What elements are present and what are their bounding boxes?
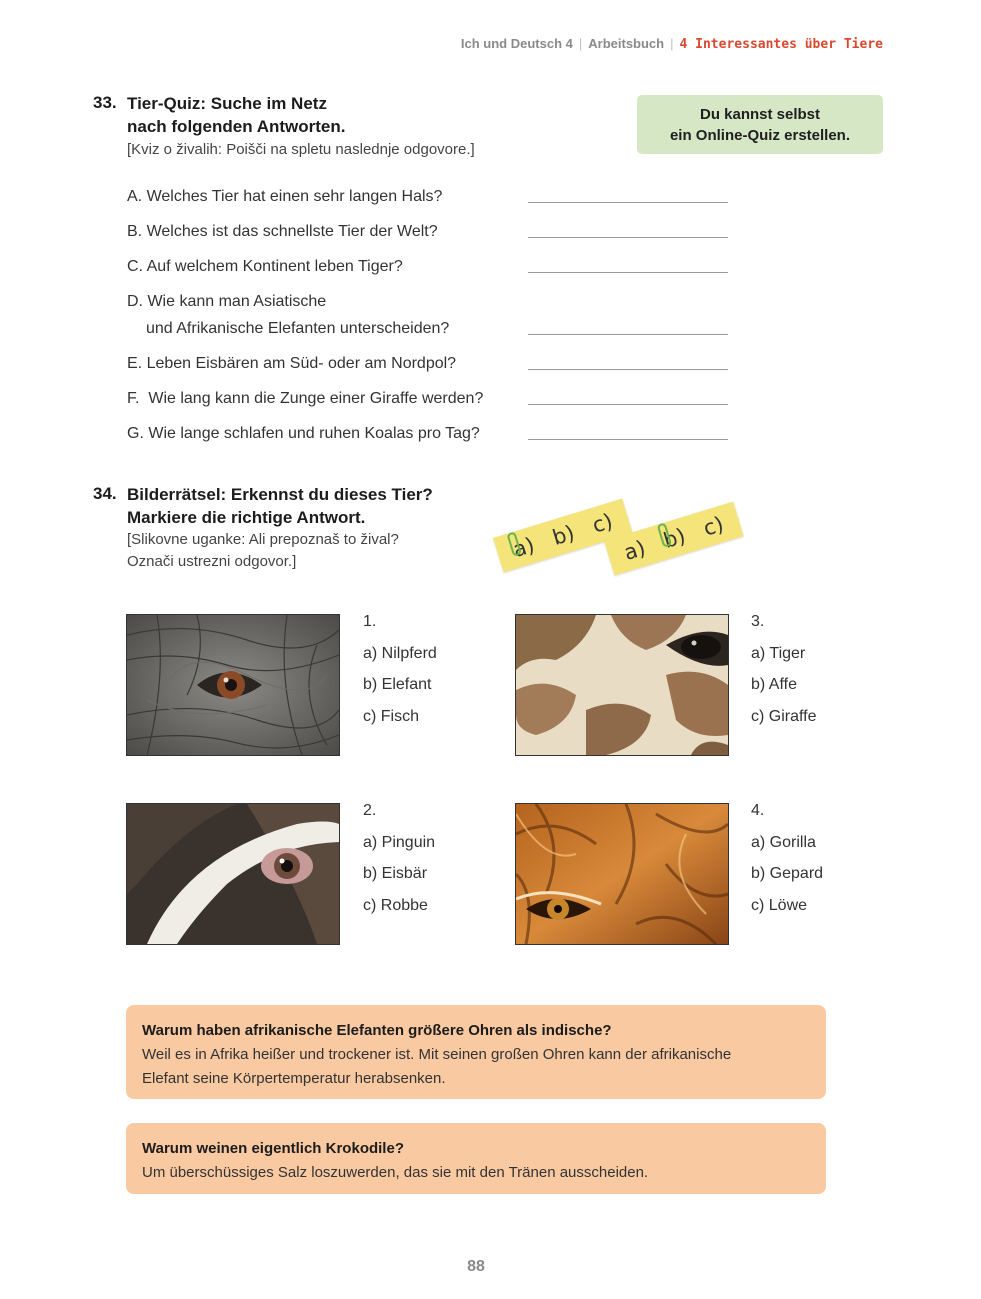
option-c[interactable]: c) Fisch <box>363 708 419 726</box>
tape-option: b) <box>549 520 578 550</box>
page-number: 88 <box>467 1258 485 1275</box>
subtitle-line: [Slikovne uganke: Ali prepoznaš to žival? <box>127 531 399 548</box>
item-number: 1. <box>363 613 377 630</box>
option-c[interactable]: c) Robbe <box>363 897 428 915</box>
question-d-line1: D. Wie kann man Asiatische <box>127 293 327 310</box>
options-item-1 <box>363 606 437 733</box>
book-title: Ich und Deutsch 4 <box>460 36 573 51</box>
running-header <box>461 36 883 52</box>
answer-line-d[interactable] <box>528 334 728 335</box>
elephant-eye-photo <box>126 614 340 756</box>
tape-option: c) <box>700 511 727 541</box>
fact-answer: Um überschüssiges Salz loszuwerden, das sie mit den Tränen ausscheiden. <box>142 1164 649 1181</box>
fact-answer: Elefant seine Körpertemperatur herabsenken. <box>142 1070 446 1087</box>
answer-line-b[interactable] <box>528 237 728 238</box>
fact-box-crocodiles <box>126 1123 826 1194</box>
question-a: A. Welches Tier hat einen sehr langen Hals? <box>127 188 443 205</box>
exercise-33-title <box>127 92 345 138</box>
options-item-3 <box>751 606 817 733</box>
exercise-34-subtitle <box>127 529 399 573</box>
exercise-33-subtitle: [Kviz o živalih: Poišči na spletu naslednje odgovore.] <box>127 141 475 158</box>
option-b[interactable]: b) Affe <box>751 676 797 694</box>
tip-line: ein Online-Quiz erstellen. <box>669 126 851 144</box>
tape-option: a) <box>510 533 537 562</box>
option-c[interactable]: c) Giraffe <box>751 708 817 726</box>
tip-box <box>637 95 883 154</box>
item-number: 4. <box>751 802 765 819</box>
question-d <box>127 288 449 342</box>
item-number: 2. <box>363 802 377 819</box>
question-d-line2: und Afrikanische Elefanten unterscheiden? <box>146 320 450 337</box>
option-a[interactable]: a) Nilpferd <box>363 644 437 662</box>
giraffe-eye-photo <box>515 614 729 756</box>
option-a[interactable]: a) Tiger <box>751 644 806 662</box>
answer-line-f[interactable] <box>528 404 728 405</box>
title-line: Tier-Quiz: Suche im Netz <box>127 94 327 113</box>
question-e: E. Leben Eisbären am Süd- oder am Nordpol? <box>127 355 457 372</box>
fact-question: Warum haben afrikanische Elefanten größere Ohren als indische? <box>142 1022 612 1039</box>
answer-line-a[interactable] <box>528 202 728 203</box>
option-c[interactable]: c) Löwe <box>751 897 808 915</box>
question-g: G. Wie lange schlafen und ruhen Koalas pro Tag? <box>127 425 480 442</box>
title-line: Markiere die richtige Antwort. <box>127 508 366 527</box>
question-b: B. Welches ist das schnellste Tier der Welt? <box>127 223 438 240</box>
tip-line: Du kannst selbst <box>699 105 821 123</box>
option-b[interactable]: b) Gepard <box>751 865 824 883</box>
exercise-34-title <box>127 483 433 529</box>
options-item-2 <box>363 795 435 922</box>
tape-option: a) <box>621 535 649 565</box>
answer-line-g[interactable] <box>528 439 728 440</box>
subtitle-line: Označi ustrezni odgovor.] <box>127 553 297 570</box>
item-number: 3. <box>751 613 765 630</box>
book-part: Arbeitsbuch <box>588 36 665 51</box>
chapter-title: 4 Interessantes über Tiere <box>679 37 883 52</box>
option-a[interactable]: a) Pinguin <box>363 833 436 851</box>
option-b[interactable]: b) Eisbär <box>363 865 428 883</box>
header-separator: | <box>578 36 583 51</box>
fact-box-elephants <box>126 1005 826 1099</box>
answer-line-e[interactable] <box>528 369 728 370</box>
title-line: nach folgenden Antworten. <box>127 117 346 136</box>
option-a[interactable]: a) Gorilla <box>751 833 816 851</box>
lion-eye-photo <box>515 803 729 945</box>
fact-question: Warum weinen eigentlich Krokodile? <box>142 1140 404 1157</box>
fact-answer: Weil es in Afrika heißer und trockener ist. Mit seinen großen Ohren kann der afrikanische <box>142 1046 732 1063</box>
penguin-eye-photo <box>126 803 340 945</box>
exercise-34-number: 34. <box>93 484 117 503</box>
exercise-33-number: 33. <box>93 93 117 112</box>
option-b[interactable]: b) Elefant <box>363 676 432 694</box>
tape-option: c) <box>589 508 616 538</box>
header-separator: | <box>670 36 674 51</box>
title-line: Bilderrätsel: Erkennst du dieses Tier? <box>127 485 433 504</box>
question-f: F. Wie lang kann die Zunge einer Giraffe werden? <box>127 390 484 407</box>
options-item-4 <box>751 795 823 922</box>
question-c: C. Auf welchem Kontinent leben Tiger? <box>127 258 403 275</box>
tape-option: b) <box>661 524 689 553</box>
answer-line-c[interactable] <box>528 272 728 273</box>
